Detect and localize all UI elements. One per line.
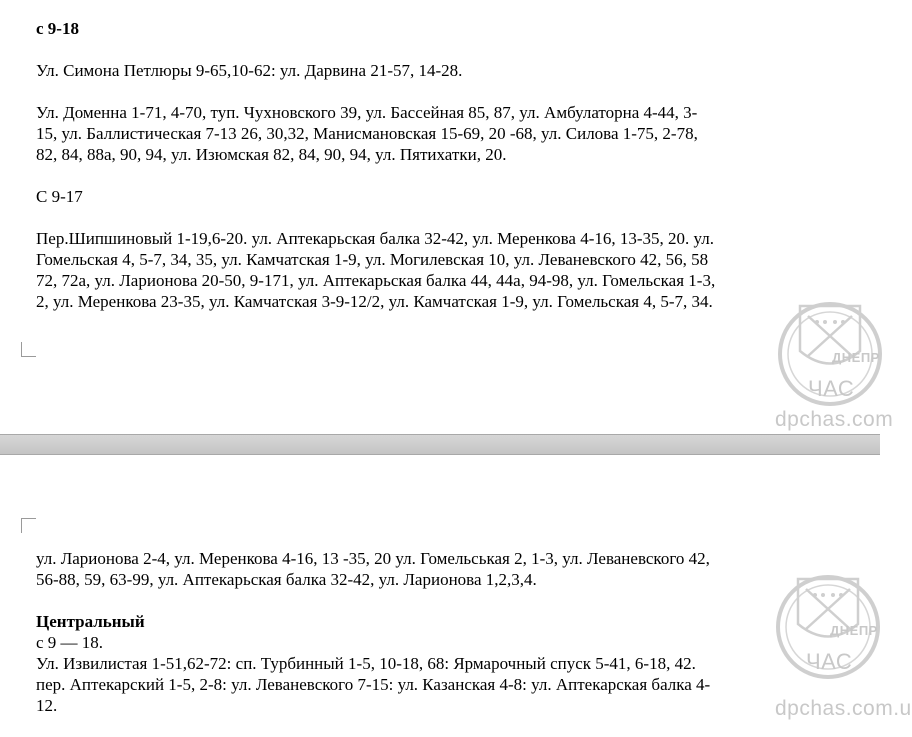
watermark-name: ЧАС	[806, 649, 853, 674]
blank-line	[36, 81, 826, 102]
paragraph-line: Ул. Доменна 1-71, 4-70, туп. Чухновского 39, ул. Бассейная 85, 87, ул. Амбулаторна 4-44, 3-	[36, 103, 698, 122]
watermark	[768, 569, 908, 689]
watermark-brand: ДНЕПР	[830, 623, 878, 638]
paragraph-line: пер. Аптекарский 1-5, 2-8: ул. Леваневского 7-15: ул. Казанская 4-8: ул. Аптекарская балка 4-	[36, 675, 711, 694]
paragraph-line: 12.	[36, 696, 58, 715]
watermark-site: dpchas.com	[775, 408, 894, 431]
watermark-brand: ДНЕПР	[832, 350, 880, 365]
blank-line	[36, 590, 826, 611]
paragraph-line: 72, 72а, ул. Ларионова 20-50, 9-171, ул. Аптекарьская балка 44, 44а, 94-98, ул. Гомельская 1-3,	[36, 271, 716, 290]
paragraph-line: с 9 — 18.	[36, 633, 104, 652]
paragraph-line: С 9-17	[36, 187, 83, 206]
paragraph-line: Ул. Симона Петлюры 9-65,10-62: ул. Дарвина 21-57, 14-28.	[36, 61, 463, 80]
paragraph-line: Гомельская 4, 5-7, 34, 35, ул. Камчатская 1-9, ул. Могилевская 10, ул. Леваневского 42, 56, 58	[36, 250, 709, 269]
page-break-gap	[0, 434, 880, 455]
page-2-text	[36, 548, 826, 716]
blank-line	[36, 39, 826, 60]
paragraph-line: Ул. Извилистая 1-51,62-72: сп. Турбинный 1-5, 10-18, 68: Ярмарочный спуск 5-41, 6-18, 42.	[36, 654, 696, 673]
blank-line	[36, 165, 826, 186]
paragraph-line: ул. Ларионова 2-4, ул. Меренкова 4-16, 13 -35, 20 ул. Гомельськая 2, 1-3, ул. Леваневского 42,	[36, 549, 710, 568]
blank-line	[36, 207, 826, 228]
page-margin-mark	[21, 342, 36, 357]
section-heading: Центральный	[36, 612, 145, 631]
document-page-2	[0, 455, 912, 737]
section-heading: с 9-18	[36, 19, 79, 38]
page-1-text	[36, 18, 826, 312]
paragraph-line: 15, ул. Баллистическая 7-13 26, 30,32, Манисмановская 15-69, 20 -68, ул. Силова 1-75, 2-78,	[36, 124, 698, 143]
paragraph-line: Пер.Шипшиновый 1-19,6-20. ул. Аптекарьская балка 32-42, ул. Меренкова 4-16, 13-35, 20. ул.	[36, 229, 715, 248]
watermark-site: dpchas.com.u	[775, 697, 912, 720]
watermark	[770, 296, 910, 416]
page-margin-mark	[21, 518, 36, 533]
watermark-name: ЧАС	[808, 376, 855, 401]
paragraph-line: 2, ул. Меренкова 23-35, ул. Камчатская 3-9-12/2, ул. Камчатская 1-9, ул. Гомельская 4, 5-7, 34.	[36, 292, 713, 311]
paragraph-line: 82, 84, 88а, 90, 94, ул. Изюмская 82, 84, 90, 94, ул. Пятихатки, 20.	[36, 145, 507, 164]
paragraph-line: 56-88, 59, 63-99, ул. Аптекарьская балка 32-42, ул. Ларионова 1,2,3,4.	[36, 570, 537, 589]
